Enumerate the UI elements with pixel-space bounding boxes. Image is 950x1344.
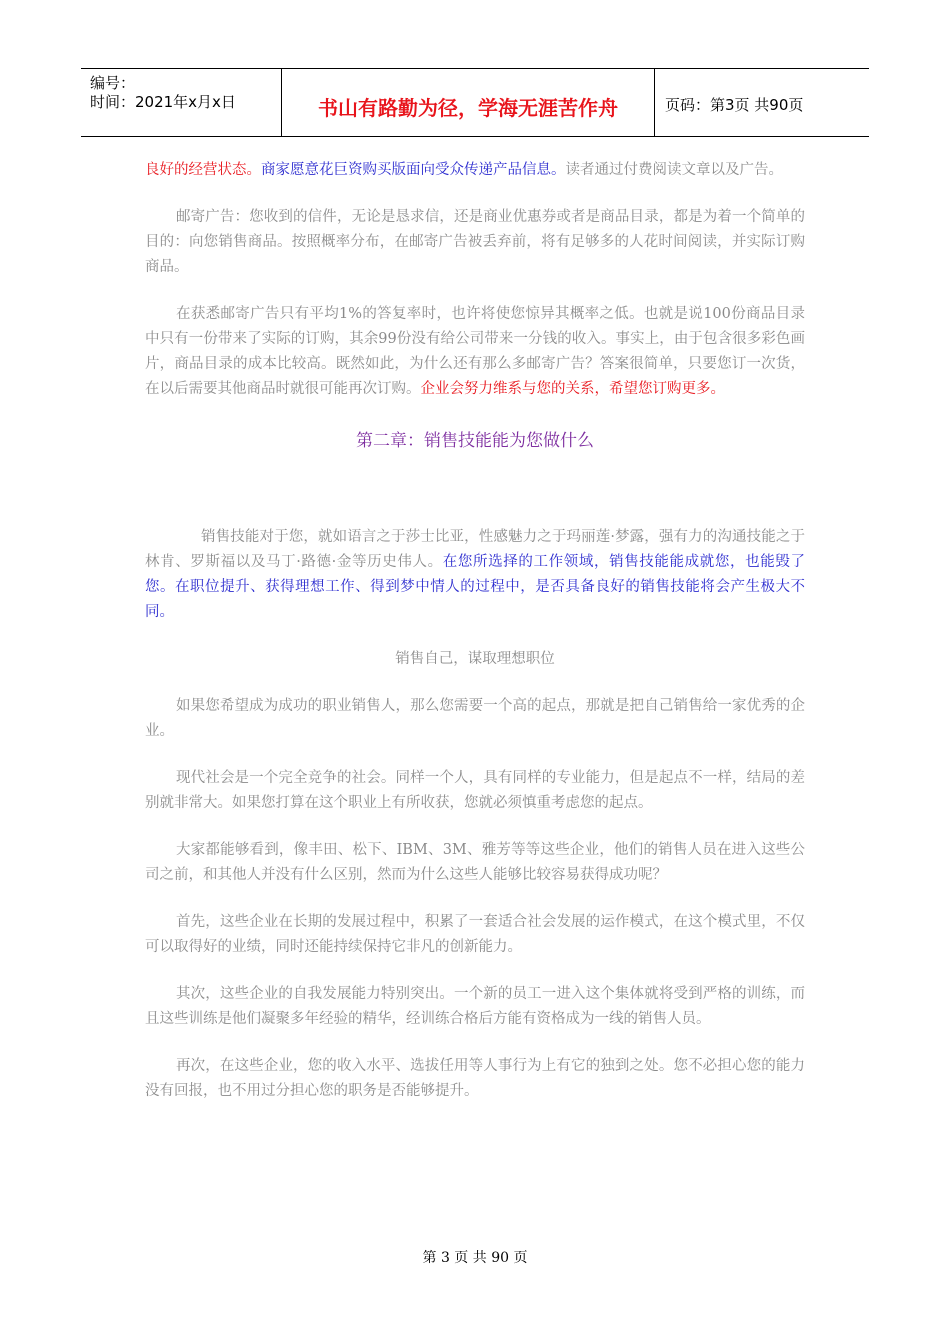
paragraph-text: 销售技能对于您，就如语言之于莎士比亚，性感魅力之于玛丽莲·梦露，强有力的沟通技能之于林肯、罗斯福以及马丁·路德·金等历史伟人。 <box>145 529 805 570</box>
paragraph: 其次，这些企业的自我发展能力特别突出。一个新的员工一进入这个集体就将受到严格的训练，而且这些训练是他们凝聚多年经验的精华，经训练合格后方能有资格成为一线的销售人员。 <box>145 986 805 1027</box>
header-motto: 书山有路勤为径，学海无涯苦作舟 <box>318 96 618 120</box>
paragraph-sales-skills <box>145 525 805 625</box>
paragraph: 首先，这些企业在长期的发展过程中，积累了一套适合社会发展的运作模式，在这个模式里，不仅可以取得好的业绩，同时还能持续保持它非凡的创新能力。 <box>145 914 805 955</box>
page-footer: 第 3 页 共 90 页 <box>422 1250 528 1266</box>
blue-highlight-text: 在您所选择的工作领域，销售技能能成就您，也能毁了您。 <box>145 554 806 595</box>
paragraph: 再次，在这些企业，您的收入水平、选拔任用等人事行为上有它的独到之处。您不必担心您的能力没有回报，也不用过分担心您的职务是否能够提升。 <box>145 1058 805 1099</box>
section-subheading: 销售自己，谋取理想职位 <box>395 651 555 667</box>
blue-highlight-text: 在职位提升、获得理想工作、得到梦中情人的过程中，是否具备良好的销售技能将会产生极大不同。 <box>145 579 806 620</box>
header-page-number: 页码：第3页 共90页 <box>665 96 804 114</box>
red-highlight-text: 企业会努力维系与您的关系，希望您订购更多。 <box>420 381 725 397</box>
paragraph-mail-ads: 邮寄广告：您收到的信件，无论是恳求信，还是商业优惠券或者是商品目录，都是为着一个简单的目的：向您销售商品。按照概率分布，在邮寄广告被丢弃前，将有足够多的人花时间阅读，并实际订购商品。 <box>145 209 805 275</box>
header-page-cell <box>655 69 869 136</box>
header-motto-cell <box>281 69 655 136</box>
paragraph-text: 在获悉邮寄广告只有平均1%的答复率时，也许将使您惊异其概率之低。也就是说100份商品目录中只有一份带来了实际的订购，其余99份没有给公司带来一分钱的收入。事实上，由于包含很多彩色画片，商品目录的成本比较高。既然如此，为什么还有那么多邮寄广告？答案很简单，只要您订一次货，在以后需要其他商品时就很可能再次订购。 <box>145 306 805 397</box>
document-number-label: 编号： <box>90 74 136 92</box>
paragraph-response-rate <box>145 302 805 402</box>
paragraph: 现代社会是一个完全竞争的社会。同样一个人，具有同样的专业能力，但是起点不一样，结局的差别就非常大。如果您打算在这个职业上有所收获，您就必须慎重考虑您的起点。 <box>145 770 805 811</box>
document-date-label: 时间：2021年x月x日 <box>90 93 236 111</box>
page-header <box>81 68 869 137</box>
paragraph: 如果您希望成为成功的职业销售人，那么您需要一个高的起点，那就是把自己销售给一家优秀的企业。 <box>145 698 805 739</box>
paragraph: 大家都能够看到，像丰田、松下、IBM、3M、雅芳等等这些企业，他们的销售人员在进入这些公司之前，和其他人并没有什么区别，然而为什么这些人能够比较容易获得成功呢？ <box>145 842 805 883</box>
document-body <box>145 158 805 1126</box>
red-highlight-text: 良好的经营状态。 <box>145 162 261 178</box>
paragraph-text: 读者通过付费阅读文章以及广告。 <box>565 162 783 178</box>
paragraph-1 <box>145 158 805 183</box>
chapter-title: 第二章：销售技能能为您做什么 <box>356 431 594 451</box>
header-info-cell <box>81 69 281 136</box>
blue-highlight-text: 商家愿意花巨资购买版面向受众传递产品信息。 <box>261 162 566 178</box>
